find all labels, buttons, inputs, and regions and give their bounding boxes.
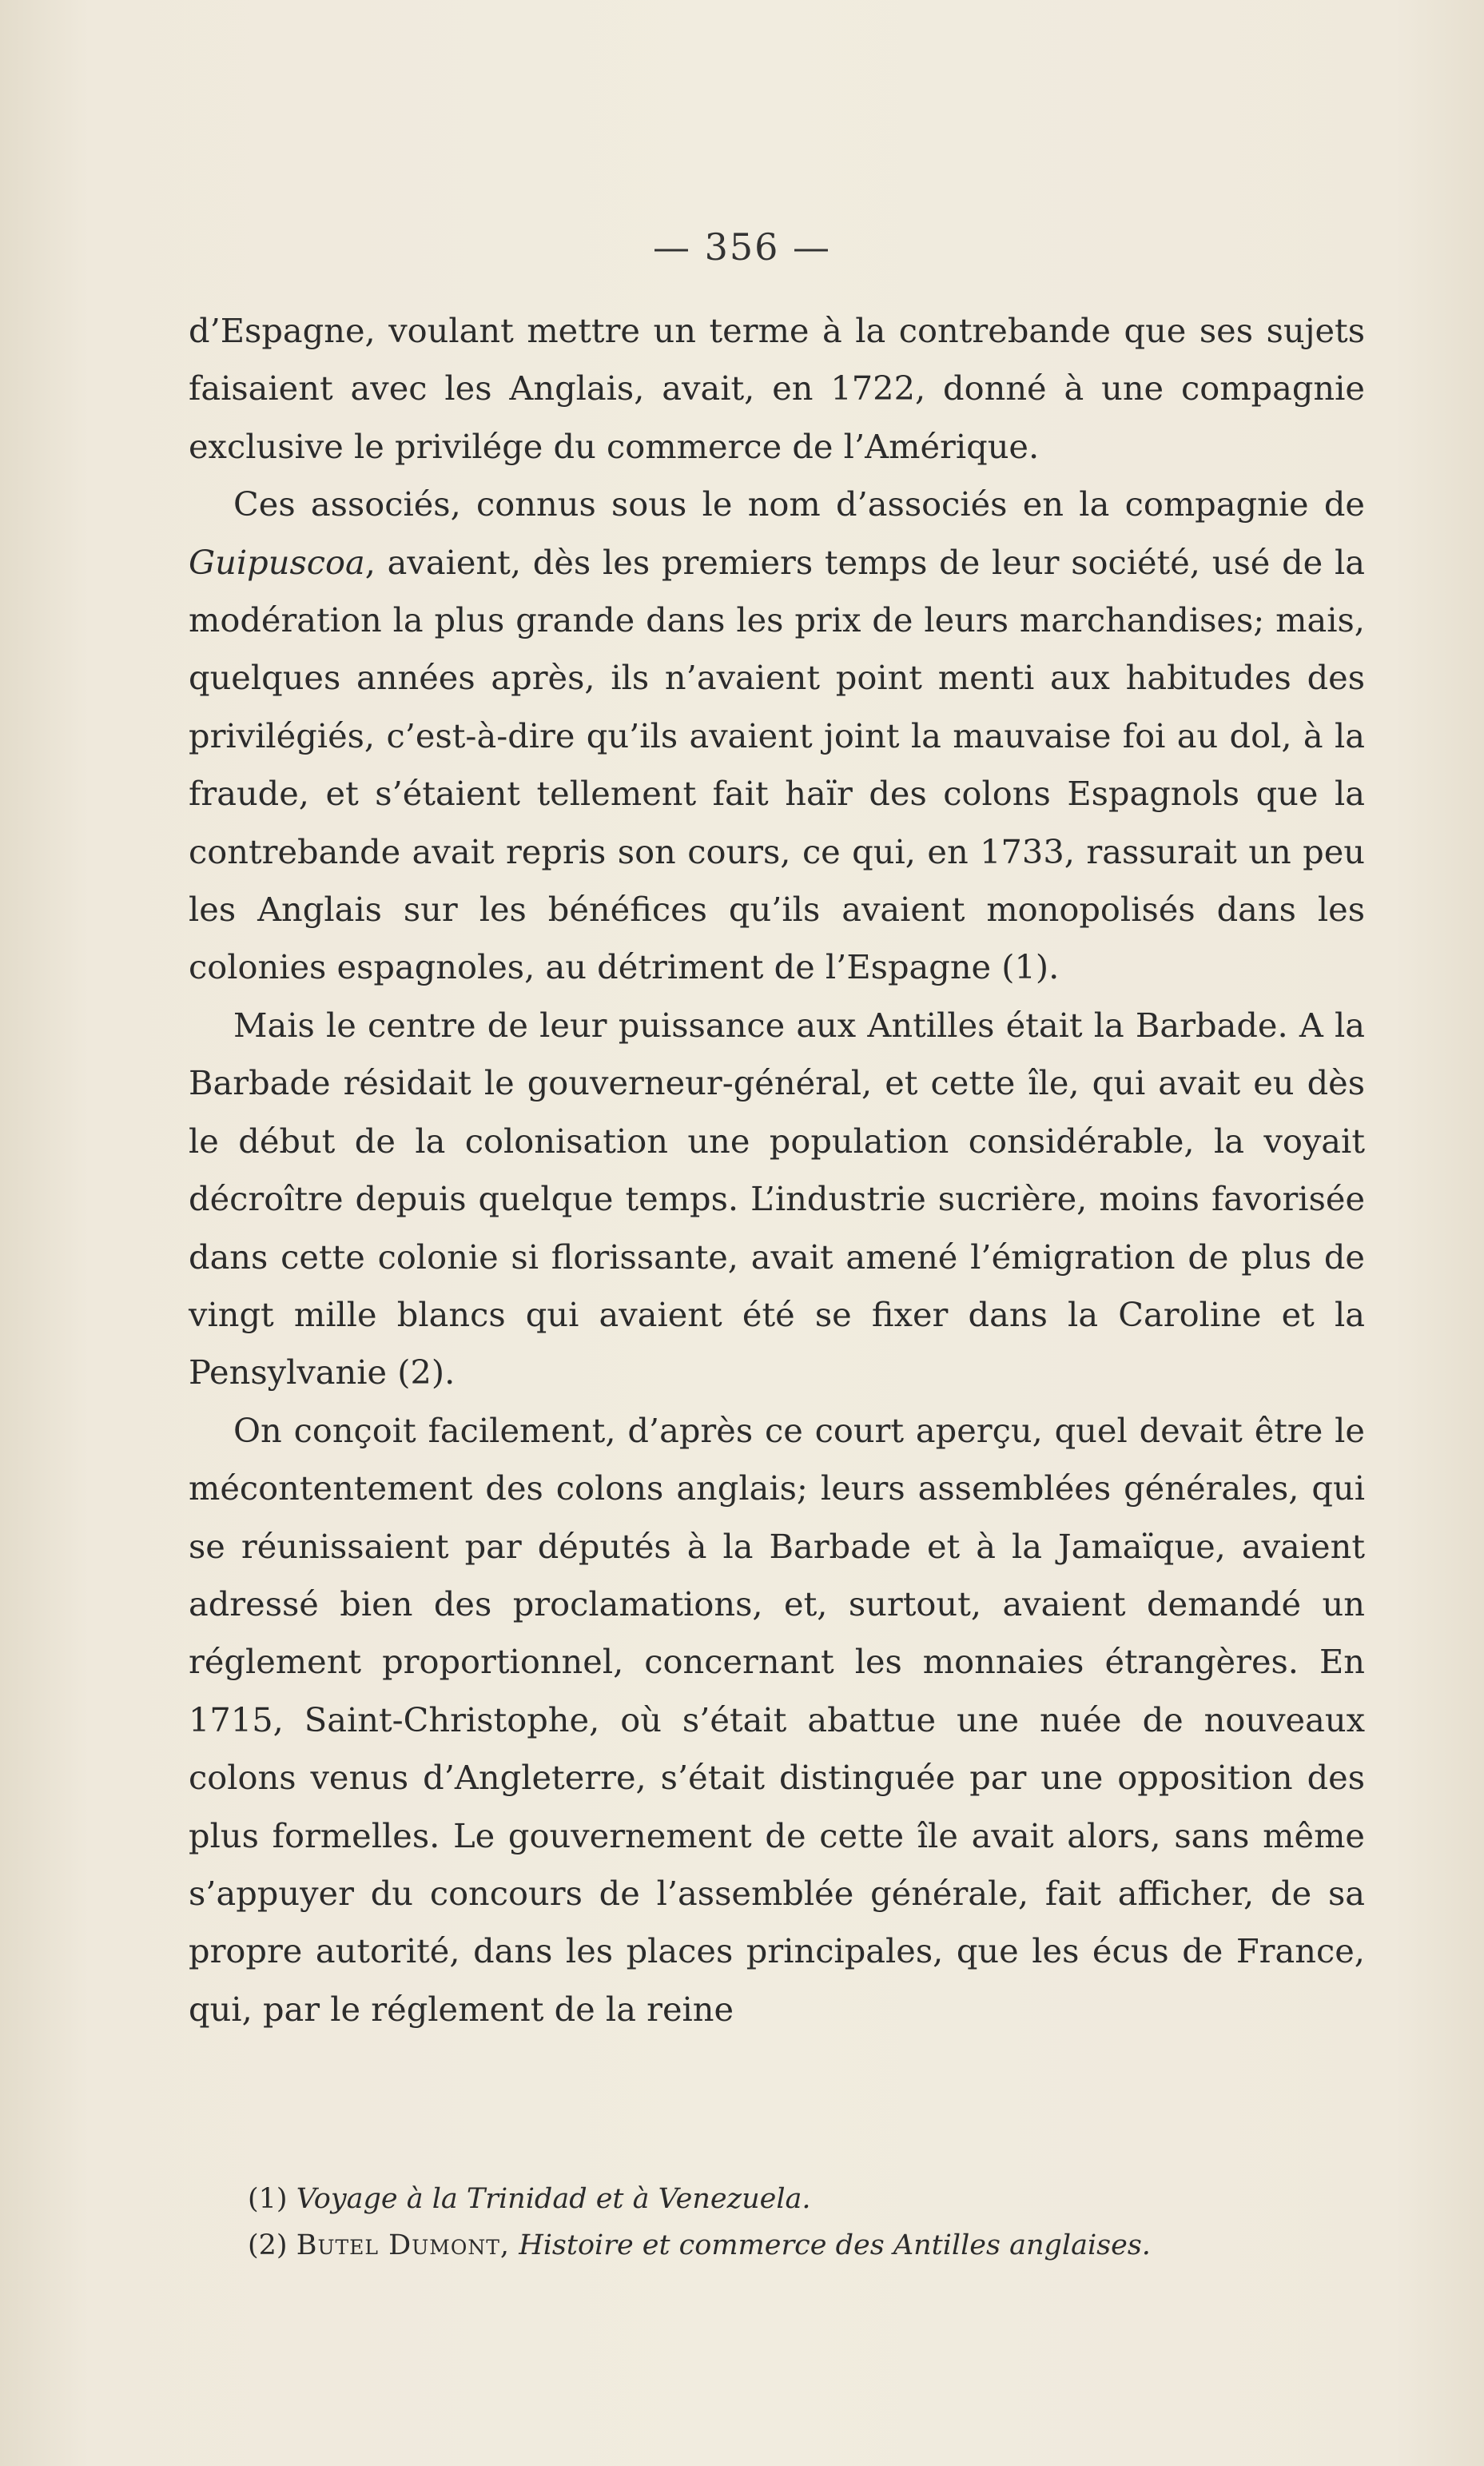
- footnotes: [248, 2176, 1367, 2269]
- paragraph-associes-start: Ces associés, connus sous le nom d’associés en la compagnie de: [233, 484, 1365, 524]
- paragraph-associes: [189, 476, 1365, 997]
- guipuscoa-italic: Guipuscoa: [189, 542, 365, 582]
- paragraph-mecontentement: On conçoit facilement, d’après ce court aperçu, quel devait être le mécontentement des colons anglais; leurs assemblées générales, qui se réunissaient par députés à la Barbade et à la Jamaïque, avaient adressé bien des proclamations, et, surtout, avaient demandé un réglement proportionnel, concernant les monnaies étrangères. En 1715, Saint-Christophe, où s’était abattue une nuée de nouveaux colons venus d’Angleterre, s’était distinguée par une opposition des plus formelles. Le gouvernement de cette île avait alors, sans même s’appuyer du concours de l’assemblée générale, fait afficher, de sa propre autorité, dans les places principales, que les écus de France, qui, par le réglement de la reine: [189, 1410, 1365, 2029]
- paragraph-barbade: Mais le centre de leur puissance aux Antilles était la Barbade. A la Barbade résidait le gouverneur-général, et cette île, qui avait eu dès le début de la colonisation une population considérable, la voyait décroître depuis quelque temps. L’industrie sucrière, moins favorisée dans cette colonie si florissante, avait amené l’émigration de plus de vingt mille blancs qui avaient été se fixer dans la Caroline et la Pensylvanie (2).: [189, 1005, 1365, 1392]
- footnote-2-marker: (2): [248, 2229, 288, 2261]
- footnote-1-marker: (1): [248, 2183, 288, 2215]
- page-number: — 356 —: [652, 225, 832, 269]
- paragraph-associes-rest: , avaient, dès les premiers temps de leur société, usé de la modération la plus grande dans les prix de leurs marchandises; mais, quelques années après, ils n’avaient point menti aux habitudes des privilégiés, c’est-à-dire qu’ils avaient joint la mauvaise foi au dol, à la fraude, et s’étaient tellement fait haïr des colons Espagnols que la contrebande avait repris son cours, ce qui, en 1733, rassurait un peu les Anglais sur les bénéfices qu’ils avaient monopolisés dans les colonies espagnoles, au détriment de l’Espagne (1).: [189, 542, 1365, 987]
- body-text: [189, 302, 1365, 2038]
- footnote-2: [248, 2222, 1367, 2269]
- footnote-2-author: Butel Dumont,: [296, 2229, 511, 2261]
- footnote-1: [248, 2176, 1367, 2222]
- paragraph-continued: d’Espagne, voulant mettre un terme à la contrebande que ses sujets faisaient avec les Anglais, avait, en 1722, donné à une compagnie exclusive le privilége du commerce de l’Amérique.: [189, 311, 1365, 466]
- footnote-2-title: Histoire et commerce des Antilles anglaises.: [519, 2229, 1151, 2261]
- footnote-1-title: Voyage à la Trinidad et à Venezuela.: [296, 2183, 811, 2215]
